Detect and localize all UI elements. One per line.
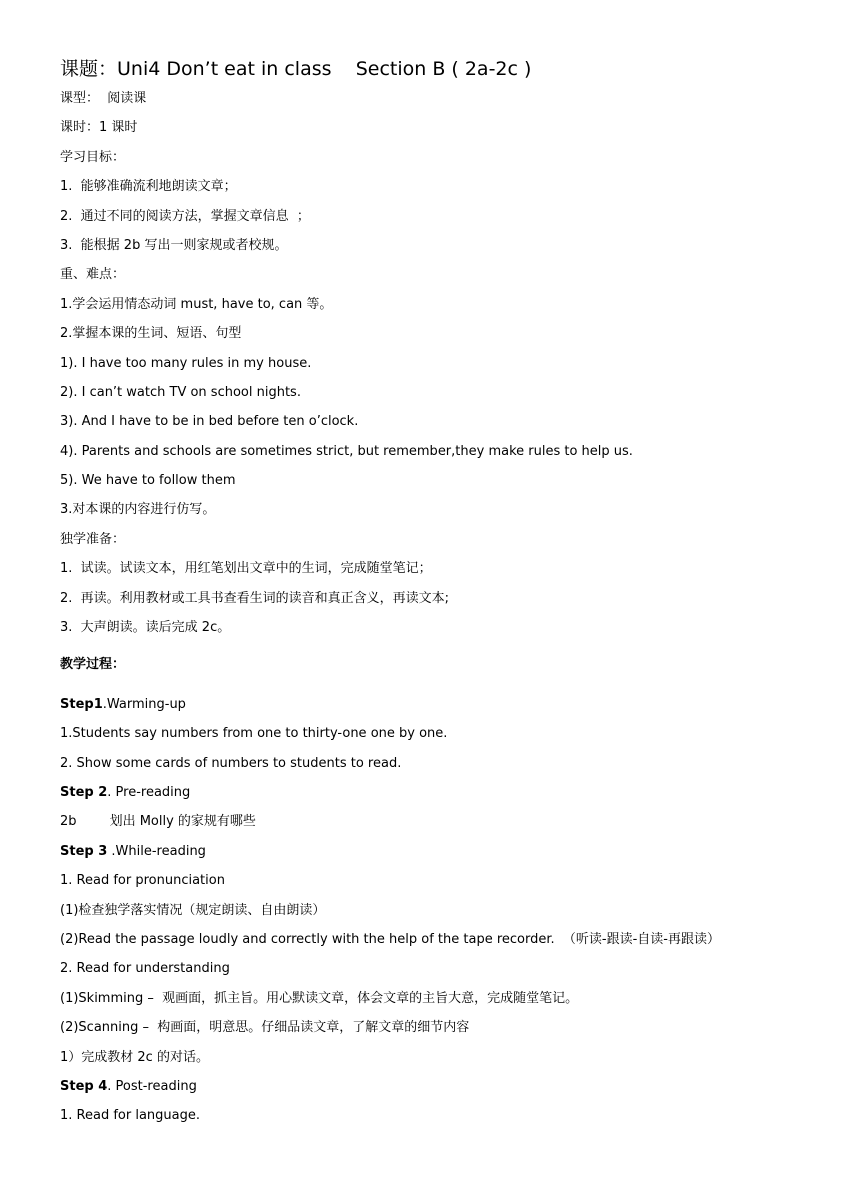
step-1-item: 2. Show some cards of numbers to students to read. [60, 755, 402, 771]
lesson-hours: 课时：1 课时 [60, 120, 138, 136]
step-2-text: . Pre-reading [107, 784, 191, 800]
step-3-item: 1. Read for pronunciation [60, 873, 225, 889]
step-1-text: .Warming-up [102, 696, 186, 712]
lesson-type: 课型： 阅读课 [60, 91, 147, 106]
step-3-item: (2)Read the passage loudly and correctly with the help of the tape recorder. （听读-跟读-自读-再跟读） [60, 931, 720, 947]
key-point-item: 3.对本课的内容进行仿写。 [60, 502, 216, 518]
step-3-label: Step 3 [60, 843, 108, 859]
self-study-item: 1. 试读。试读文本，用红笔划出文章中的生词，完成随堂笔记； [60, 561, 432, 577]
sentence-item: 1). I have too many rules in my house. [60, 355, 312, 371]
objective-item: 1. 能够准确流利地朗读文章； [60, 179, 237, 195]
step-4-heading [60, 1072, 820, 1101]
objective-item: 3. 能根据 2b 写出一则家规或者校规。 [60, 237, 288, 253]
step-4-item: 1. Read for language. [60, 1108, 200, 1124]
sentence-item: 2). I can’t watch TV on school nights. [60, 384, 301, 400]
step-3-text: .While-reading [107, 843, 206, 859]
step-3-heading [60, 837, 820, 866]
self-study-heading: 独学准备： [60, 531, 126, 547]
step-1-heading [60, 690, 820, 719]
process-heading: 教学过程： [60, 657, 126, 673]
step-1-item: 1.Students say numbers from one to thirty-one one by one. [60, 726, 448, 742]
self-study-item: 3. 大声朗读。读后完成 2c。 [60, 620, 231, 636]
step-3-item: (1)Skimming – 观画面，抓主旨。用心默读文章，体会文章的主旨大意，完成随堂笔记。 [60, 990, 579, 1006]
step-4-text: . Post-reading [107, 1078, 197, 1094]
lesson-title: 课题：Uni4 Don’t eat in class Section B ( 2a-2c ) [60, 58, 532, 80]
sentence-item: 3). And I have to be in bed before ten o’clock. [60, 414, 359, 430]
document-page [60, 54, 820, 1131]
step-2-heading [60, 778, 820, 807]
self-study-item: 2. 再读。利用教材或工具书查看生词的读音和真正含义，再读文本; [60, 590, 450, 606]
key-points-heading: 重、难点： [60, 267, 126, 283]
step-3-item: 2. Read for understanding [60, 961, 230, 977]
step-2-label: Step 2 [60, 784, 108, 800]
sentence-item: 5). We have to follow them [60, 473, 236, 489]
step-2-item: 2b 划出 Molly 的家规有哪些 [60, 814, 256, 830]
step-4-label: Step 4 [60, 1078, 108, 1094]
step-3-item: (1)检查独学落实情况（规定朗读、自由朗读） [60, 902, 326, 918]
objectives-heading: 学习目标： [60, 149, 126, 165]
objective-item: 2. 通过不同的阅读方法，掌握文章信息 ； [60, 208, 310, 224]
key-point-item: 1.学会运用情态动词 must, have to, can 等。 [60, 296, 333, 312]
step-1-label: Step1 [60, 696, 103, 712]
step-3-item: 1）完成教材 2c 的对话。 [60, 1049, 209, 1065]
key-point-item: 2.掌握本课的生词、短语、句型 [60, 326, 242, 342]
sentence-item: 4). Parents and schools are sometimes strict, but remember,they make rules to help us. [60, 443, 633, 459]
step-3-item: (2)Scanning – 构画面，明意思。仔细品读文章，了解文章的细节内容 [60, 1020, 470, 1036]
